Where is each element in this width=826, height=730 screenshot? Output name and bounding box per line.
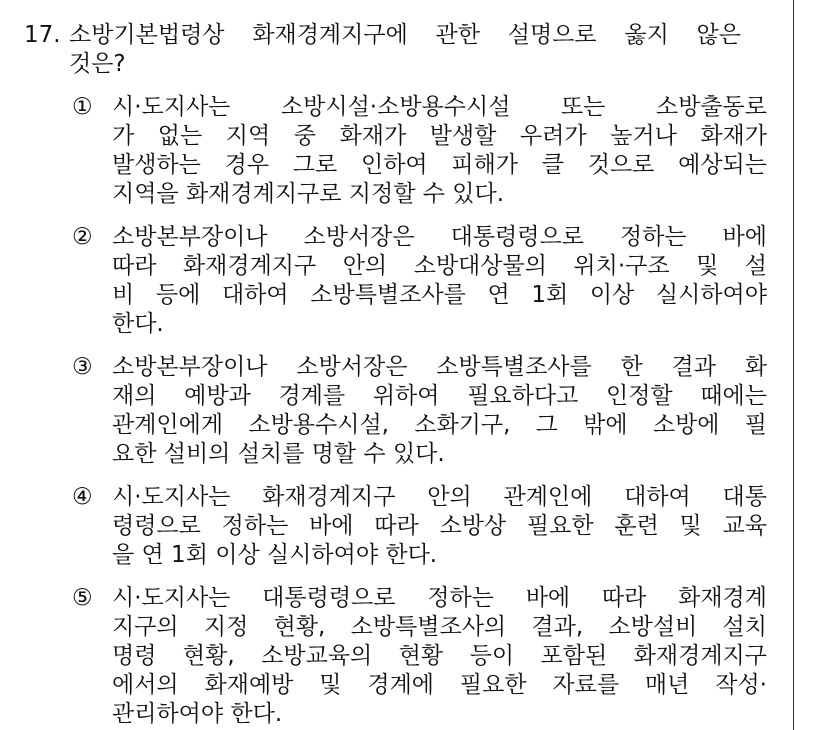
option-4-text-line: 을 연 1회 이상 실시하여야 한다. (112, 542, 438, 568)
option-5-text-line: 지구의 지정 현황, 소방특별조사의 결과, 소방설비 설치 (112, 614, 767, 640)
option-marker-4: ④ (72, 484, 93, 510)
option-5-text-line: 관리하여야 한다. (112, 701, 283, 727)
option-marker-1: ① (72, 94, 93, 120)
option-2-text-line: 소방본부장이나 소방서장은 대통령령으로 정하는 바에 (112, 224, 767, 250)
option-3-text-line: 소방본부장이나 소방서장은 소방특별조사를 한 결과 화 (112, 354, 767, 380)
option-marker-3: ③ (72, 354, 93, 380)
option-marker-5: ⑤ (72, 585, 93, 611)
question-text-line: 소방기본법령상 화재경계지구에 관한 설명으로 옳지 않은 (69, 22, 741, 48)
option-5-text-line: 명령 현황, 소방교육의 현황 등이 포함된 화재경계지구 (112, 643, 767, 669)
question-text-line: 것은? (69, 51, 126, 77)
option-1-text-line: 시·도지사는 소방시설·소방용수시설 또는 소방출동로 (112, 94, 767, 120)
option-1-text-line: 가 없는 지역 중 화재가 발생할 우려가 높거나 화재가 (112, 123, 767, 149)
option-2-text-line: 한다. (112, 311, 164, 337)
option-4-text-line: 시·도지사는 화재경계지구 안의 관계인에 대하여 대통 (112, 484, 767, 510)
option-3-text-line: 관계인에게 소방용수시설, 소화기구, 그 밖에 소방에 필 (112, 412, 767, 438)
option-3-text-line: 요한 설비의 설치를 명할 수 있다. (112, 441, 445, 467)
column-divider (793, 0, 794, 730)
option-4-text-line: 령령으로 정하는 바에 따라 소방상 필요한 훈련 및 교육 (112, 513, 767, 539)
option-2-text-line: 비 등에 대하여 소방특별조사를 연 1회 이상 실시하여야 (112, 282, 767, 308)
option-2-text-line: 따라 화재경계지구 안의 소방대상물의 위치·구조 및 설 (112, 253, 767, 279)
option-marker-2: ② (72, 224, 93, 250)
option-5-text-line: 에서의 화재예방 및 경계에 필요한 자료를 매년 작성· (112, 672, 767, 698)
option-3-text-line: 재의 예방과 경계를 위하여 필요하다고 인정할 때에는 (112, 383, 767, 409)
option-1-text-line: 지역을 화재경계지구로 지정할 수 있다. (112, 181, 505, 207)
option-5-text-line: 시·도지사는 대통령령으로 정하는 바에 따라 화재경계 (112, 585, 767, 611)
question-number: 17. (24, 22, 61, 48)
option-1-text-line: 발생하는 경우 그로 인하여 피해가 클 것으로 예상되는 (112, 152, 767, 178)
